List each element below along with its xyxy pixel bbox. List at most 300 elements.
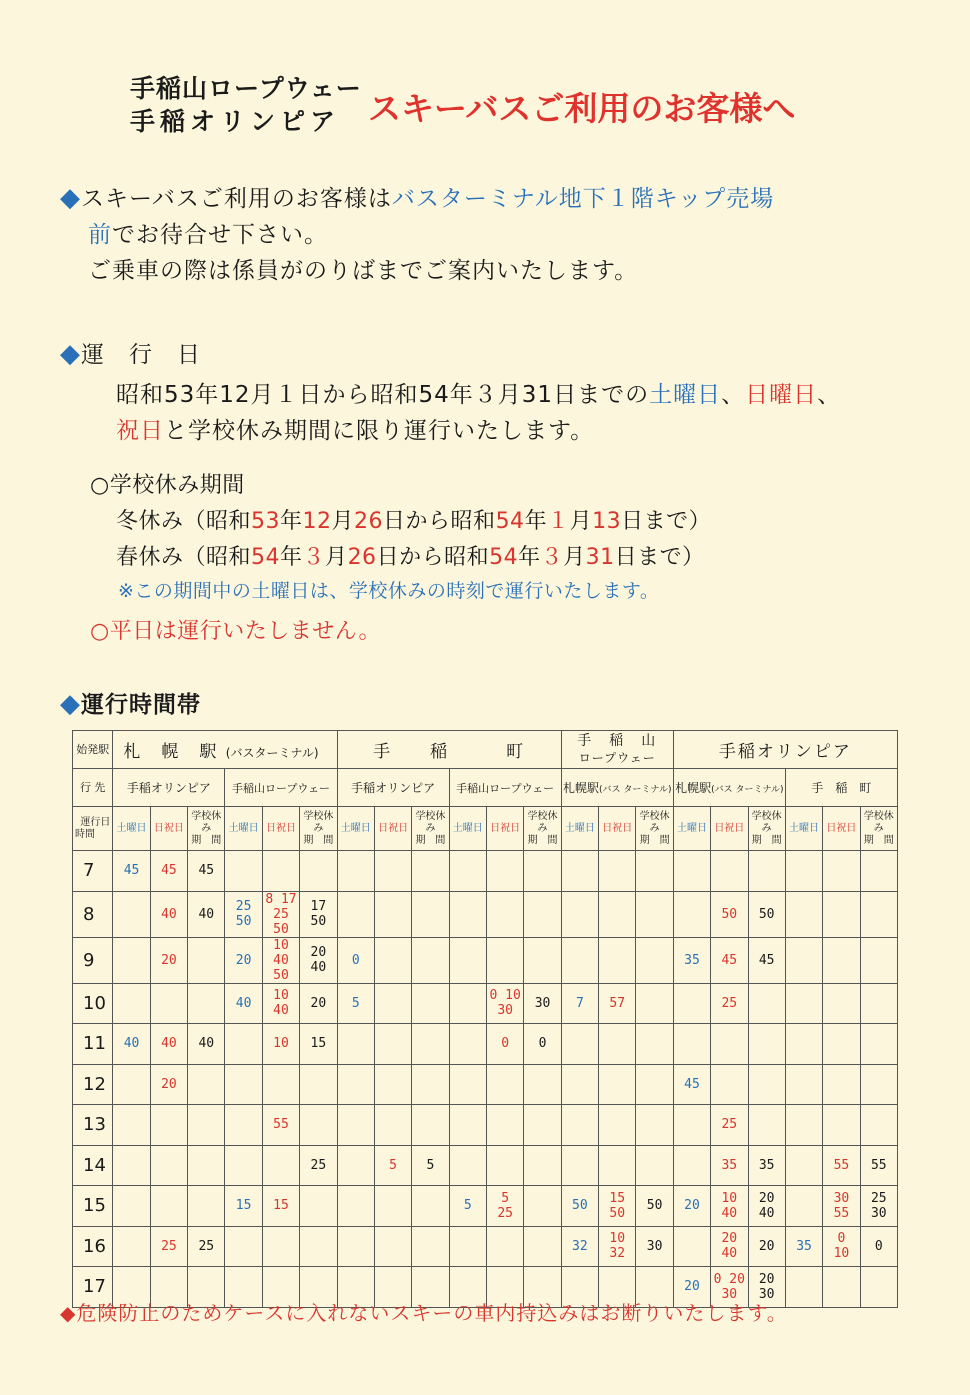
departure-cell: [262, 983, 299, 1024]
hour-cell: 15: [73, 1186, 113, 1227]
departure-cell: [748, 983, 785, 1024]
departure-cell: [188, 891, 225, 937]
departure-cell: [823, 937, 860, 983]
hour-cell: 11: [73, 1024, 113, 1065]
departure-minutes: 20: [310, 945, 327, 960]
departure-cell: [524, 983, 561, 1024]
departure-cell: [449, 1145, 486, 1186]
departure-cell: [150, 1186, 187, 1227]
departure-cell: [113, 1145, 150, 1186]
departure-cell: [636, 1186, 673, 1227]
hour-cell: 8: [73, 891, 113, 937]
departure-minutes: 15: [609, 1190, 626, 1206]
departure-minutes: 30: [646, 1238, 663, 1254]
diamond-bullet-icon: ◆: [60, 339, 81, 369]
departure-cell: [636, 1024, 673, 1065]
day-type-school-holiday: [748, 807, 785, 851]
hour-cell: 9: [73, 937, 113, 983]
departure-minutes: 35: [721, 1157, 738, 1173]
day-type-sat: 土曜日: [337, 807, 374, 851]
departure-minutes: 45: [684, 1076, 700, 1092]
diamond-bullet-icon: ◆: [60, 1301, 77, 1325]
day-type-text: 期 間: [751, 834, 782, 846]
departure-minutes: 0: [501, 1036, 510, 1052]
departure-cell: [823, 851, 860, 892]
departure-cell: [711, 983, 748, 1024]
departure-cell: [225, 1226, 262, 1267]
departure-cell: [561, 1186, 598, 1227]
departure-cell: [636, 1145, 673, 1186]
departure-cell: [860, 1024, 897, 1065]
departure-cell: [225, 983, 262, 1024]
departure-cell: [337, 1064, 374, 1105]
departure-cell: [636, 937, 673, 983]
dest-ropeway: 手稲山ロープウェー: [449, 769, 561, 807]
day-type-sun: 日祝日: [374, 807, 411, 851]
departure-cell: [599, 851, 636, 892]
departure-minutes: 25: [235, 899, 252, 914]
table-row: [73, 891, 898, 937]
origin-label: 始発駅: [73, 731, 113, 769]
day-type-text: 期 間: [415, 834, 446, 846]
departure-cell: [860, 1186, 897, 1227]
departure-cell: [113, 1024, 150, 1065]
day-type-text: 期 間: [527, 834, 558, 846]
table-row: [73, 851, 898, 892]
departure-minutes: 35: [796, 1238, 812, 1254]
origin-name: 手 稲 山: [577, 732, 658, 749]
departure-minutes: 55: [833, 1205, 850, 1221]
dest-sub: (バス ターミナル): [599, 785, 672, 795]
departure-cell: [337, 937, 374, 983]
departure-cell: [711, 1226, 748, 1267]
departure-cell: [262, 1105, 299, 1146]
day-type-text: 期 間: [191, 834, 222, 846]
text: 年: [280, 545, 303, 570]
day-type-sat: 土曜日: [113, 807, 150, 851]
spring-holiday: [90, 540, 950, 576]
departure-cell: [561, 1226, 598, 1267]
departure-cell: [599, 937, 636, 983]
departure-cell: [561, 1024, 598, 1065]
departure-cell: [412, 1064, 449, 1105]
departure-cell: [524, 891, 561, 937]
departure-cell: [636, 1226, 673, 1267]
day-label: 運行日: [80, 816, 111, 828]
dest-olympia: 手稲オリンピア: [337, 769, 449, 807]
departure-cell: [337, 851, 374, 892]
separator: 、: [721, 382, 746, 408]
departure-minutes: 32: [572, 1238, 588, 1254]
origin-olympia: 手稲オリンピア: [673, 731, 897, 769]
departure-cell: [860, 1064, 897, 1105]
school-holiday-section: [90, 468, 950, 650]
departure-cell: [599, 891, 636, 937]
day-type-sat: 土曜日: [225, 807, 262, 851]
weekday-notice: ○平日は運行いたしません。: [90, 619, 382, 644]
saturday-label: 土曜日: [649, 382, 722, 408]
table-row: [73, 1064, 898, 1105]
hour-cell: 13: [73, 1105, 113, 1146]
departure-cell: [337, 1145, 374, 1186]
day-type-text: 期 間: [303, 834, 334, 846]
departure-cell: [748, 1226, 785, 1267]
departure-minutes: 50: [646, 1198, 663, 1214]
table-row: [73, 1186, 898, 1227]
departure-cell: [337, 1226, 374, 1267]
departure-cell: [561, 1105, 598, 1146]
day-type-text: 学校休み: [415, 810, 446, 834]
departure-cell: [300, 1145, 337, 1186]
departure-cell: [673, 1186, 710, 1227]
departure-cell: [449, 1064, 486, 1105]
dest-name: 札幌駅: [675, 781, 712, 795]
departure-cell: [561, 937, 598, 983]
departure-minutes: 45: [721, 952, 738, 968]
departure-cell: [113, 1186, 150, 1227]
departure-cell: [785, 983, 822, 1024]
departure-minutes: 25: [721, 995, 738, 1011]
departure-cell: [486, 983, 523, 1024]
departure-minutes: 45: [123, 863, 140, 879]
day-time-label: [73, 807, 113, 851]
departure-cell: [113, 983, 150, 1024]
text: 日まで）: [614, 545, 705, 570]
departure-cell: [374, 1105, 411, 1146]
footer-text: 危険防止のためケースに入れないスキーの車内持込みはお断りいたします。: [76, 1301, 788, 1325]
departure-cell: [113, 891, 150, 937]
departure-cell: [225, 1145, 262, 1186]
departure-minutes: 0: [538, 1036, 547, 1052]
spring-day-end: 31: [585, 545, 615, 570]
timetable: [72, 730, 898, 1308]
dest-ropeway: 手稲山ロープウェー: [225, 769, 337, 807]
departure-cell: [337, 983, 374, 1024]
departure-minutes: 15: [310, 1036, 327, 1052]
hour-cell: 7: [73, 851, 113, 892]
table-row: [73, 1105, 898, 1146]
departure-cell: [823, 983, 860, 1024]
departure-cell: [860, 1226, 897, 1267]
departure-cell: [486, 851, 523, 892]
departure-minutes: 50: [572, 1198, 588, 1214]
departure-cell: [337, 891, 374, 937]
departure-cell: [374, 983, 411, 1024]
departure-cell: [300, 1105, 337, 1146]
departure-cell: [300, 891, 337, 937]
timetable-heading: 運行時間帯: [81, 692, 201, 718]
day-type-text: 学校休み: [863, 810, 894, 834]
day-type-sat: 土曜日: [673, 807, 710, 851]
departure-cell: [188, 1064, 225, 1105]
winter-month-end: １: [547, 509, 570, 534]
departure-cell: [300, 1064, 337, 1105]
departure-cell: [636, 851, 673, 892]
departure-cell: [524, 851, 561, 892]
header-line-ropeway: 手稲山ロープウェー: [130, 74, 362, 103]
day-type-sun: 日祝日: [486, 807, 523, 851]
hour-cell: 17: [73, 1267, 113, 1308]
departure-minutes: 25: [870, 1190, 887, 1206]
dest-olympia: 手稲オリンピア: [113, 769, 225, 807]
day-type-text: 学校休み: [639, 810, 670, 834]
departure-cell: [561, 891, 598, 937]
winter-day-start: 26: [354, 509, 384, 534]
departure-cell: [561, 1145, 598, 1186]
destination-label: 行 先: [73, 769, 113, 807]
departure-minutes: 20: [758, 1190, 775, 1206]
departure-cell: [412, 1186, 449, 1227]
departure-cell: [673, 851, 710, 892]
departure-minutes: 5: [501, 1190, 510, 1206]
departure-cell: [412, 1145, 449, 1186]
departure-minutes: 17: [310, 899, 327, 914]
departure-cell: [599, 983, 636, 1024]
departure-cell: [188, 851, 225, 892]
departure-cell: [599, 1226, 636, 1267]
departure-cell: [636, 1064, 673, 1105]
departure-cell: [150, 1105, 187, 1146]
departure-minutes: 20: [684, 1198, 700, 1214]
departure-cell: [860, 937, 897, 983]
intro-text-2: でお待合せ下さい。: [112, 222, 328, 248]
departure-minutes: 40: [273, 1003, 289, 1019]
departure-cell: [337, 1186, 374, 1227]
departure-cell: [486, 1064, 523, 1105]
departure-cell: [337, 1024, 374, 1065]
departure-minutes: 5: [426, 1157, 435, 1173]
departure-minutes: 5: [463, 1198, 472, 1214]
departure-cell: [524, 1064, 561, 1105]
departure-cell: [524, 1024, 561, 1065]
departure-cell: [860, 851, 897, 892]
departure-cell: [449, 1226, 486, 1267]
winter-day-end: 13: [592, 509, 622, 534]
departure-cell: [524, 937, 561, 983]
departure-cell: [486, 1186, 523, 1227]
departure-cell: [486, 1145, 523, 1186]
departure-cell: [374, 1226, 411, 1267]
departure-cell: [711, 1064, 748, 1105]
departure-cell: [225, 1024, 262, 1065]
departure-cell: [300, 937, 337, 983]
departure-minutes: 30: [534, 995, 551, 1011]
departure-minutes: 7: [575, 995, 584, 1011]
page-title: スキーバスご利用のお客様へ: [368, 89, 796, 128]
departure-minutes: 40: [721, 1205, 738, 1221]
departure-minutes: 45: [758, 952, 775, 968]
intro-text-1: スキーバスご利用のお客様は: [81, 186, 392, 212]
departure-minutes: 57: [609, 995, 626, 1011]
separator: 、: [817, 382, 842, 408]
departure-minutes: 50: [235, 914, 252, 929]
departure-cell: [748, 1024, 785, 1065]
departure-minutes: 40: [235, 995, 252, 1011]
departure-minutes: 25: [721, 1117, 738, 1133]
departure-minutes: 10: [833, 1246, 850, 1262]
departure-minutes: 15: [273, 1198, 289, 1214]
departure-minutes: 5: [389, 1157, 397, 1173]
time-label: 時間: [75, 828, 95, 840]
departure-minutes: 50: [273, 967, 289, 983]
departure-minutes: 5: [351, 995, 360, 1011]
dest-teine-town: 手 稲 町: [785, 769, 897, 807]
departure-minutes: 40: [310, 960, 327, 975]
hour-cell: 16: [73, 1226, 113, 1267]
departure-minutes: 50: [721, 906, 738, 922]
departure-minutes: 50: [310, 914, 327, 929]
departure-cell: [337, 1105, 374, 1146]
departure-cell: [599, 1145, 636, 1186]
text: 年: [518, 545, 541, 570]
departure-cell: [673, 1064, 710, 1105]
winter-holiday: [90, 504, 950, 540]
hour-cell: 10: [73, 983, 113, 1024]
dest-sub: (バス ターミナル): [711, 785, 784, 795]
departure-cell: [449, 1186, 486, 1227]
departure-cell: [262, 851, 299, 892]
day-type-text: 学校休み: [527, 810, 558, 834]
day-type-school-holiday: [524, 807, 561, 851]
table-row: [73, 1145, 898, 1186]
departure-minutes: 10: [721, 1190, 738, 1206]
departure-minutes: 30: [870, 1205, 887, 1221]
departure-cell: [225, 1186, 262, 1227]
departure-cell: [225, 891, 262, 937]
departure-cell: [449, 1024, 486, 1065]
departure-cell: [860, 1267, 897, 1308]
table-row: [73, 983, 898, 1024]
winter-year-start: 53: [251, 509, 281, 534]
winter-label: 冬休み（昭和: [116, 509, 252, 534]
departure-minutes: 10: [609, 1231, 626, 1247]
departure-cell: [374, 1186, 411, 1227]
departure-cell: [300, 1226, 337, 1267]
departure-cell: [785, 1145, 822, 1186]
origin-name: 札 幌 駅: [123, 742, 219, 762]
departure-cell: [150, 851, 187, 892]
text: 年: [524, 509, 548, 534]
day-type-row: [73, 807, 898, 851]
departure-cell: [486, 1105, 523, 1146]
departure-minutes: 0 20: [713, 1271, 745, 1287]
departure-minutes: 35: [684, 952, 700, 968]
departure-cell: [711, 1145, 748, 1186]
holiday-label: 祝日: [116, 418, 164, 444]
departure-cell: [225, 1105, 262, 1146]
departure-cell: [150, 1024, 187, 1065]
service-days-text: と学校休み期間に限り運行いたします。: [164, 418, 595, 444]
day-type-sun: 日祝日: [711, 807, 748, 851]
departure-cell: [823, 1105, 860, 1146]
departure-cell: [673, 1024, 710, 1065]
departure-cell: [150, 1145, 187, 1186]
origin-sapporo: [113, 731, 337, 769]
departure-cell: [748, 1105, 785, 1146]
departure-cell: [412, 891, 449, 937]
day-type-school-holiday: [860, 807, 897, 851]
departure-minutes: 30: [833, 1190, 850, 1206]
departure-cell: [748, 1186, 785, 1227]
departure-cell: [486, 1024, 523, 1065]
departure-cell: [748, 1145, 785, 1186]
origin-row: [73, 731, 898, 769]
departure-cell: [188, 1186, 225, 1227]
table-row: [73, 1226, 898, 1267]
day-type-sun: 日祝日: [823, 807, 860, 851]
departure-minutes: 20: [758, 1271, 775, 1287]
service-days-period: 昭和53年12月１日から昭和54年３月31日までの: [116, 382, 650, 408]
departure-cell: [561, 851, 598, 892]
departure-cell: [823, 1226, 860, 1267]
departure-cell: [412, 1024, 449, 1065]
departure-minutes: 40: [161, 1036, 177, 1052]
departure-minutes: 40: [198, 906, 215, 922]
departure-cell: [188, 983, 225, 1024]
departure-cell: [225, 937, 262, 983]
departure-cell: [188, 1024, 225, 1065]
departure-minutes: 35: [758, 1157, 775, 1173]
departure-minutes: 15: [235, 1198, 252, 1214]
departure-cell: [673, 937, 710, 983]
spring-year-start: 54: [251, 545, 281, 570]
spring-label: 春休み（昭和: [116, 545, 252, 570]
table-row: [73, 1024, 898, 1065]
departure-minutes: 25: [161, 1238, 177, 1254]
departure-minutes: 45: [161, 863, 177, 879]
origin-ropeway: [561, 731, 673, 769]
departure-cell: [300, 983, 337, 1024]
departure-cell: [636, 891, 673, 937]
day-type-sat: 土曜日: [449, 807, 486, 851]
departure-cell: [412, 851, 449, 892]
departure-cell: [785, 1226, 822, 1267]
dest-name: 札幌駅: [563, 781, 600, 795]
departure-cell: [860, 983, 897, 1024]
departure-minutes: 20: [235, 952, 252, 968]
departure-cell: [711, 851, 748, 892]
departure-minutes: 25: [497, 1205, 513, 1221]
departure-cell: [599, 1024, 636, 1065]
departure-cell: [785, 1105, 822, 1146]
departure-cell: [486, 937, 523, 983]
departure-cell: [449, 983, 486, 1024]
departure-cell: [113, 1105, 150, 1146]
departure-cell: [188, 1105, 225, 1146]
text: 年: [280, 509, 303, 534]
departure-minutes: 30: [497, 1003, 513, 1019]
intro-location: バスターミナル地下１階キップ売場: [391, 186, 775, 212]
hour-cell: 12: [73, 1064, 113, 1105]
departure-minutes: 20: [310, 995, 327, 1011]
service-days-heading: 運 行 日: [81, 342, 201, 368]
departure-cell: [374, 1064, 411, 1105]
departure-cell: [150, 937, 187, 983]
departure-cell: [785, 851, 822, 892]
text: 日から昭和: [376, 545, 490, 570]
origin-sub: (バスターミナル): [225, 746, 319, 760]
departure-minutes: 30: [758, 1286, 775, 1302]
departure-cell: [225, 1064, 262, 1105]
departure-cell: [785, 891, 822, 937]
departure-cell: [262, 1145, 299, 1186]
departure-cell: [374, 891, 411, 937]
departure-cell: [150, 891, 187, 937]
departure-cell: [300, 851, 337, 892]
departure-minutes: 50: [758, 906, 775, 922]
departure-cell: [636, 983, 673, 1024]
departure-cell: [188, 1145, 225, 1186]
